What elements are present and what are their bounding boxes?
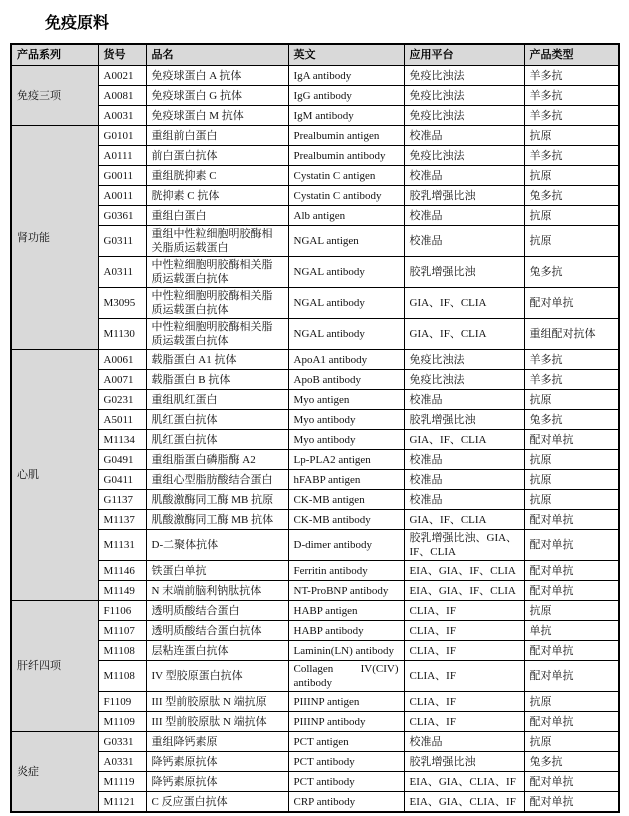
name-cell: 前白蛋白抗体 bbox=[146, 146, 288, 166]
english-cell: Laminin(LN) antibody bbox=[288, 641, 404, 661]
table-row bbox=[11, 692, 619, 712]
name-cell: 载脂蛋白 A1 抗体 bbox=[146, 350, 288, 370]
platform-cell: 校准品 bbox=[404, 390, 524, 410]
name-cell: 透明质酸结合蛋白抗体 bbox=[146, 621, 288, 641]
catalog-cell: G0311 bbox=[98, 226, 146, 257]
type-cell: 配对单抗 bbox=[524, 641, 619, 661]
table-row bbox=[11, 510, 619, 530]
type-cell: 抗原 bbox=[524, 206, 619, 226]
platform-cell: 胶乳增强比浊 bbox=[404, 186, 524, 206]
catalog-cell: M1131 bbox=[98, 530, 146, 561]
platform-cell: 校准品 bbox=[404, 126, 524, 146]
platform-cell: 胶乳增强比浊 bbox=[404, 752, 524, 772]
name-cell: 载脂蛋白 B 抗体 bbox=[146, 370, 288, 390]
platform-cell: CLIA、IF bbox=[404, 641, 524, 661]
catalog-cell: F1109 bbox=[98, 692, 146, 712]
catalog-cell: G0361 bbox=[98, 206, 146, 226]
name-cell: 中性粒细胞明胶酶相关脂质运载蛋白抗体 bbox=[146, 319, 288, 350]
type-cell: 抗原 bbox=[524, 490, 619, 510]
platform-cell: 免疫比浊法 bbox=[404, 106, 524, 126]
type-cell: 抗原 bbox=[524, 126, 619, 146]
platform-cell: 免疫比浊法 bbox=[404, 350, 524, 370]
type-cell: 配对单抗 bbox=[524, 661, 619, 692]
table-row bbox=[11, 370, 619, 390]
type-cell: 抗原 bbox=[524, 226, 619, 257]
english-cell: PCT antigen bbox=[288, 732, 404, 752]
series-cell: 肾功能 bbox=[11, 126, 98, 350]
platform-cell: 胶乳增强比浊、GIA、IF、CLIA bbox=[404, 530, 524, 561]
platform-cell: 胶乳增强比浊 bbox=[404, 257, 524, 288]
type-cell: 抗原 bbox=[524, 732, 619, 752]
table-row bbox=[11, 530, 619, 561]
table-row bbox=[11, 390, 619, 410]
table-row bbox=[11, 86, 619, 106]
table-row bbox=[11, 166, 619, 186]
platform-cell: 校准品 bbox=[404, 490, 524, 510]
catalog-cell: G0011 bbox=[98, 166, 146, 186]
table-row bbox=[11, 106, 619, 126]
english-cell: NT-ProBNP antibody bbox=[288, 581, 404, 601]
platform-cell: CLIA、IF bbox=[404, 692, 524, 712]
catalog-cell: M1134 bbox=[98, 430, 146, 450]
series-cell: 免疫三项 bbox=[11, 66, 98, 126]
english-cell: Cystatin C antibody bbox=[288, 186, 404, 206]
table-row bbox=[11, 126, 619, 146]
column-header: 产品类型 bbox=[524, 44, 619, 66]
platform-cell: 校准品 bbox=[404, 226, 524, 257]
english-cell: PIIINP antigen bbox=[288, 692, 404, 712]
type-cell: 羊多抗 bbox=[524, 106, 619, 126]
catalog-cell: A0311 bbox=[98, 257, 146, 288]
name-cell: D-二聚体抗体 bbox=[146, 530, 288, 561]
type-cell: 配对单抗 bbox=[524, 510, 619, 530]
type-cell: 抗原 bbox=[524, 450, 619, 470]
platform-cell: 免疫比浊法 bbox=[404, 370, 524, 390]
english-cell: Myo antibody bbox=[288, 430, 404, 450]
type-cell: 兔多抗 bbox=[524, 752, 619, 772]
english-cell: D-dimer antibody bbox=[288, 530, 404, 561]
product-table bbox=[10, 43, 620, 813]
table-row bbox=[11, 146, 619, 166]
name-cell: 中性粒细胞明胶酶相关脂质运载蛋白抗体 bbox=[146, 257, 288, 288]
type-cell: 配对单抗 bbox=[524, 530, 619, 561]
english-cell: Prealbumin antigen bbox=[288, 126, 404, 146]
catalog-cell: G0101 bbox=[98, 126, 146, 146]
table-row bbox=[11, 450, 619, 470]
table-row bbox=[11, 601, 619, 621]
name-cell: 肌酸激酶同工酶 MB 抗原 bbox=[146, 490, 288, 510]
platform-cell: GIA、IF、CLIA bbox=[404, 510, 524, 530]
platform-cell: CLIA、IF bbox=[404, 621, 524, 641]
table-row bbox=[11, 430, 619, 450]
name-cell: 透明质酸结合蛋白 bbox=[146, 601, 288, 621]
type-cell: 重组配对抗体 bbox=[524, 319, 619, 350]
catalog-cell: M1146 bbox=[98, 561, 146, 581]
table-row bbox=[11, 641, 619, 661]
table-row bbox=[11, 319, 619, 350]
platform-cell: 校准品 bbox=[404, 732, 524, 752]
type-cell: 单抗 bbox=[524, 621, 619, 641]
table-row bbox=[11, 410, 619, 430]
catalog-cell: G0331 bbox=[98, 732, 146, 752]
table-row bbox=[11, 350, 619, 370]
english-cell: PCT antibody bbox=[288, 752, 404, 772]
platform-cell: EIA、GIA、CLIA、IF bbox=[404, 792, 524, 813]
catalog-cell: M1149 bbox=[98, 581, 146, 601]
name-cell: 重组胱抑素 C bbox=[146, 166, 288, 186]
table-row bbox=[11, 752, 619, 772]
english-cell: NGAL antibody bbox=[288, 257, 404, 288]
table-row bbox=[11, 772, 619, 792]
platform-cell: 胶乳增强比浊 bbox=[404, 410, 524, 430]
column-header: 产品系列 bbox=[11, 44, 98, 66]
platform-cell: CLIA、IF bbox=[404, 601, 524, 621]
table-row bbox=[11, 490, 619, 510]
table-row bbox=[11, 186, 619, 206]
catalog-cell: M1137 bbox=[98, 510, 146, 530]
table-row bbox=[11, 257, 619, 288]
table-row bbox=[11, 66, 619, 86]
english-cell: Myo antibody bbox=[288, 410, 404, 430]
english-cell: ApoB antibody bbox=[288, 370, 404, 390]
series-cell: 炎症 bbox=[11, 732, 98, 813]
catalog-cell: A5011 bbox=[98, 410, 146, 430]
catalog-cell: A0071 bbox=[98, 370, 146, 390]
name-cell: III 型前胶原肽 N 端抗体 bbox=[146, 712, 288, 732]
series-cell: 肝纤四项 bbox=[11, 601, 98, 732]
catalog-cell: M1130 bbox=[98, 319, 146, 350]
name-cell: 降钙素原抗体 bbox=[146, 772, 288, 792]
platform-cell: GIA、IF、CLIA bbox=[404, 288, 524, 319]
table-row bbox=[11, 561, 619, 581]
catalog-cell: A0081 bbox=[98, 86, 146, 106]
name-cell: 降钙素原抗体 bbox=[146, 752, 288, 772]
type-cell: 兔多抗 bbox=[524, 410, 619, 430]
table-row bbox=[11, 470, 619, 490]
table-row bbox=[11, 288, 619, 319]
table-row bbox=[11, 732, 619, 752]
name-cell: 铁蛋白单抗 bbox=[146, 561, 288, 581]
type-cell: 抗原 bbox=[524, 692, 619, 712]
type-cell: 配对单抗 bbox=[524, 430, 619, 450]
table-row bbox=[11, 661, 619, 692]
english-cell: Ferritin antibody bbox=[288, 561, 404, 581]
english-cell: IgG antibody bbox=[288, 86, 404, 106]
name-cell: 重组中性粒细胞明胶酶相关脂质运载蛋白 bbox=[146, 226, 288, 257]
catalog-cell: G0231 bbox=[98, 390, 146, 410]
name-cell: 重组肌红蛋白 bbox=[146, 390, 288, 410]
catalog-cell: F1106 bbox=[98, 601, 146, 621]
type-cell: 配对单抗 bbox=[524, 288, 619, 319]
name-cell: 重组白蛋白 bbox=[146, 206, 288, 226]
type-cell: 兔多抗 bbox=[524, 186, 619, 206]
platform-cell: EIA、GIA、CLIA、IF bbox=[404, 772, 524, 792]
platform-cell: 免疫比浊法 bbox=[404, 66, 524, 86]
name-cell: 免疫球蛋白 G 抗体 bbox=[146, 86, 288, 106]
english-cell: PCT antibody bbox=[288, 772, 404, 792]
name-cell: 重组降钙素原 bbox=[146, 732, 288, 752]
type-cell: 抗原 bbox=[524, 470, 619, 490]
column-header: 英文 bbox=[288, 44, 404, 66]
type-cell: 兔多抗 bbox=[524, 257, 619, 288]
table-row bbox=[11, 226, 619, 257]
catalog-cell: G0491 bbox=[98, 450, 146, 470]
catalog-cell: M1119 bbox=[98, 772, 146, 792]
name-cell: 重组脂蛋白磷脂酶 A2 bbox=[146, 450, 288, 470]
catalog-cell: A0011 bbox=[98, 186, 146, 206]
platform-cell: GIA、IF、CLIA bbox=[404, 430, 524, 450]
english-cell: Cystatin C antigen bbox=[288, 166, 404, 186]
name-cell: N 末端前脑利钠肽抗体 bbox=[146, 581, 288, 601]
type-cell: 配对单抗 bbox=[524, 581, 619, 601]
english-cell: HABP antibody bbox=[288, 621, 404, 641]
name-cell: 胱抑素 C 抗体 bbox=[146, 186, 288, 206]
table-row bbox=[11, 792, 619, 813]
platform-cell: GIA、IF、CLIA bbox=[404, 319, 524, 350]
catalog-cell: M1107 bbox=[98, 621, 146, 641]
platform-cell: 免疫比浊法 bbox=[404, 146, 524, 166]
platform-cell: 校准品 bbox=[404, 166, 524, 186]
catalog-cell: A0061 bbox=[98, 350, 146, 370]
catalog-cell: M3095 bbox=[98, 288, 146, 319]
catalog-cell: M1108 bbox=[98, 641, 146, 661]
name-cell: 肌红蛋白抗体 bbox=[146, 410, 288, 430]
english-cell: CK-MB antigen bbox=[288, 490, 404, 510]
table-row bbox=[11, 206, 619, 226]
name-cell: 免疫球蛋白 M 抗体 bbox=[146, 106, 288, 126]
platform-cell: EIA、GIA、IF、CLIA bbox=[404, 581, 524, 601]
type-cell: 配对单抗 bbox=[524, 712, 619, 732]
english-cell: IgM antibody bbox=[288, 106, 404, 126]
table-body bbox=[11, 66, 619, 813]
catalog-cell: M1108 bbox=[98, 661, 146, 692]
english-cell: Prealbumin antibody bbox=[288, 146, 404, 166]
platform-cell: CLIA、IF bbox=[404, 661, 524, 692]
type-cell: 羊多抗 bbox=[524, 66, 619, 86]
column-header: 货号 bbox=[98, 44, 146, 66]
catalog-cell: A0031 bbox=[98, 106, 146, 126]
english-cell: CRP antibody bbox=[288, 792, 404, 813]
platform-cell: EIA、GIA、IF、CLIA bbox=[404, 561, 524, 581]
platform-cell: 校准品 bbox=[404, 450, 524, 470]
english-cell: Myo antigen bbox=[288, 390, 404, 410]
page-title: 免疫原料 bbox=[45, 15, 110, 32]
name-cell: 肌红蛋白抗体 bbox=[146, 430, 288, 450]
english-cell: Lp-PLA2 antigen bbox=[288, 450, 404, 470]
type-cell: 抗原 bbox=[524, 390, 619, 410]
platform-cell: 免疫比浊法 bbox=[404, 86, 524, 106]
header-row bbox=[11, 44, 619, 66]
english-cell: ApoA1 antibody bbox=[288, 350, 404, 370]
catalog-cell: A0111 bbox=[98, 146, 146, 166]
table-row bbox=[11, 621, 619, 641]
name-cell: 重组心型脂肪酸结合蛋白 bbox=[146, 470, 288, 490]
name-cell: III 型前胶原肽 N 端抗原 bbox=[146, 692, 288, 712]
english-cell: Collagen IV(CIV) antibody bbox=[288, 661, 404, 692]
type-cell: 羊多抗 bbox=[524, 86, 619, 106]
table-row bbox=[11, 581, 619, 601]
english-cell: HABP antigen bbox=[288, 601, 404, 621]
name-cell: IV 型胶原蛋白抗体 bbox=[146, 661, 288, 692]
english-cell: CK-MB antibody bbox=[288, 510, 404, 530]
english-cell: hFABP antigen bbox=[288, 470, 404, 490]
catalog-cell: A0021 bbox=[98, 66, 146, 86]
type-cell: 配对单抗 bbox=[524, 772, 619, 792]
english-cell: NGAL antibody bbox=[288, 319, 404, 350]
table-header bbox=[11, 44, 619, 66]
name-cell: 免疫球蛋白 A 抗体 bbox=[146, 66, 288, 86]
catalog-cell: A0331 bbox=[98, 752, 146, 772]
english-cell: NGAL antibody bbox=[288, 288, 404, 319]
name-cell: 肌酸激酶同工酶 MB 抗体 bbox=[146, 510, 288, 530]
english-cell: PIIINP antibody bbox=[288, 712, 404, 732]
name-cell: 中性粒细胞明胶酶相关脂质运载蛋白抗体 bbox=[146, 288, 288, 319]
column-header: 应用平台 bbox=[404, 44, 524, 66]
english-cell: Alb antigen bbox=[288, 206, 404, 226]
column-header: 品名 bbox=[146, 44, 288, 66]
english-cell: IgA antibody bbox=[288, 66, 404, 86]
platform-cell: 校准品 bbox=[404, 470, 524, 490]
name-cell: C 反应蛋白抗体 bbox=[146, 792, 288, 813]
type-cell: 配对单抗 bbox=[524, 561, 619, 581]
catalog-cell: M1109 bbox=[98, 712, 146, 732]
catalog-cell: G0411 bbox=[98, 470, 146, 490]
platform-cell: 校准品 bbox=[404, 206, 524, 226]
type-cell: 配对单抗 bbox=[524, 792, 619, 813]
type-cell: 抗原 bbox=[524, 601, 619, 621]
type-cell: 抗原 bbox=[524, 166, 619, 186]
table-row bbox=[11, 712, 619, 732]
type-cell: 羊多抗 bbox=[524, 146, 619, 166]
platform-cell: CLIA、IF bbox=[404, 712, 524, 732]
catalog-cell: M1121 bbox=[98, 792, 146, 813]
name-cell: 层粘连蛋白抗体 bbox=[146, 641, 288, 661]
english-cell: NGAL antigen bbox=[288, 226, 404, 257]
series-cell: 心肌 bbox=[11, 350, 98, 601]
type-cell: 羊多抗 bbox=[524, 350, 619, 370]
catalog-cell: G1137 bbox=[98, 490, 146, 510]
type-cell: 羊多抗 bbox=[524, 370, 619, 390]
name-cell: 重组前白蛋白 bbox=[146, 126, 288, 146]
